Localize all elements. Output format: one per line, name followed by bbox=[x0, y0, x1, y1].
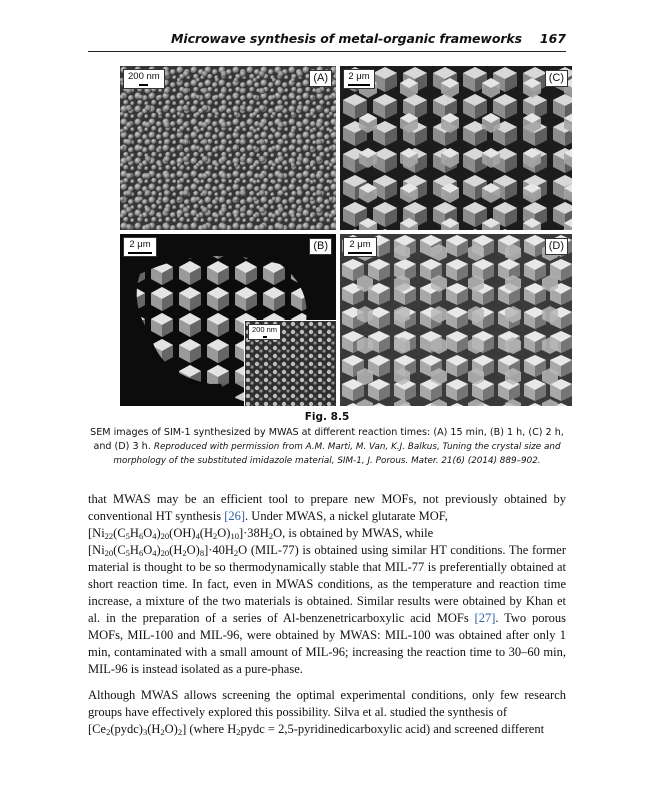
running-title: Microwave synthesis of metal-organic frameworks bbox=[171, 31, 522, 46]
scale-bar-d: 2 μm bbox=[343, 237, 377, 257]
sem-figure bbox=[120, 66, 572, 406]
body-text bbox=[88, 491, 566, 747]
figure-label: Fig. 8.5 bbox=[304, 411, 350, 423]
sem-panel-d bbox=[340, 234, 572, 406]
panel-label-d: (D) bbox=[545, 238, 568, 255]
figure-caption bbox=[88, 410, 566, 469]
scale-bar-inset: 200 nm bbox=[248, 324, 281, 340]
paragraph-2: Although MWAS allows screening the optimal experimental conditions, only few research groups have effectively explored this possibility. Silva et al. studied the synthesis of $[Ce_2(pydc)_3(H_2O)_2]$ (where $H_2pydc$ = 2,5-pyridinedicarboxylic acid) and screened different bbox=[88, 688, 566, 737]
scale-bar-a: 200 nm bbox=[123, 69, 165, 89]
panel-label-c: (C) bbox=[545, 70, 568, 87]
caption-credit: Reproduced with permission from A.M. Marti, M. Van, K.J. Balkus, Tuning the crystal size and morphology of the substituted imidazole material, SIM-1, J. Porous. Mater. 21(6) (2014) 889–902. bbox=[113, 441, 561, 466]
sem-panel-a bbox=[120, 66, 336, 230]
paragraph-1: that MWAS may be an efficient tool to prepare new MOFs, not previously obtained by conventional HT synthesis [26]. Under MWAS, a nickel glutarate MOF, $[Ni_{22}(C_5H_6O_4)_{20}(OH)_4(H_2O)_{10}]\cdot 38H_2O$, is obtained by MWAS, while $[Ni_{20}(C_5H_6O_4)_{20}(H_2O)_8]\cdot 40H_2O$ (MIL-77) is obtained using similar HT conditions. The former material is thought to be so thermodynamically stable that MIL-77 is preferentially obtained at short reaction time. In fact, even in MWAS conditions, as the temperature and reaction time increase, a mixture of the two materials is obtained. Similar results were obtained by Khan et al. in the preparation of a series of Al-benzenetricarboxylic acid MOFs [27]. Two porous MOFs, MIL-100 and MIL-96, were obtained by MWAS: MIL-100 was obtained after only 1 min, contaminated with a small amount of MIL-96; increasing the reaction time to 30–60 min, MIL-96 is instead isolated as a pure-phase. bbox=[88, 492, 566, 676]
sem-inset bbox=[244, 320, 336, 406]
caption-text bbox=[88, 426, 566, 469]
running-header bbox=[88, 31, 566, 52]
page-number: 167 bbox=[539, 31, 566, 46]
caption-description: SEM images of SIM-1 synthesized by MWAS at different reaction times: (A) 15 min, (B) 1 h, (C) 2 h, and (D) 3 h. bbox=[90, 427, 564, 452]
scale-bar-c: 2 μm bbox=[343, 69, 375, 89]
scale-bar-b: 2 μm bbox=[123, 237, 157, 257]
sem-panel-c bbox=[340, 66, 572, 230]
panel-label-a: (A) bbox=[309, 70, 332, 87]
sem-image-a bbox=[120, 66, 336, 230]
panel-label-b: (B) bbox=[309, 238, 332, 255]
sem-panel-b bbox=[120, 234, 336, 406]
sem-image-d bbox=[340, 234, 572, 406]
citation-link-27[interactable]: [27] bbox=[474, 611, 496, 625]
sem-image-c bbox=[340, 66, 572, 230]
citation-link-26[interactable]: [26] bbox=[224, 509, 246, 523]
